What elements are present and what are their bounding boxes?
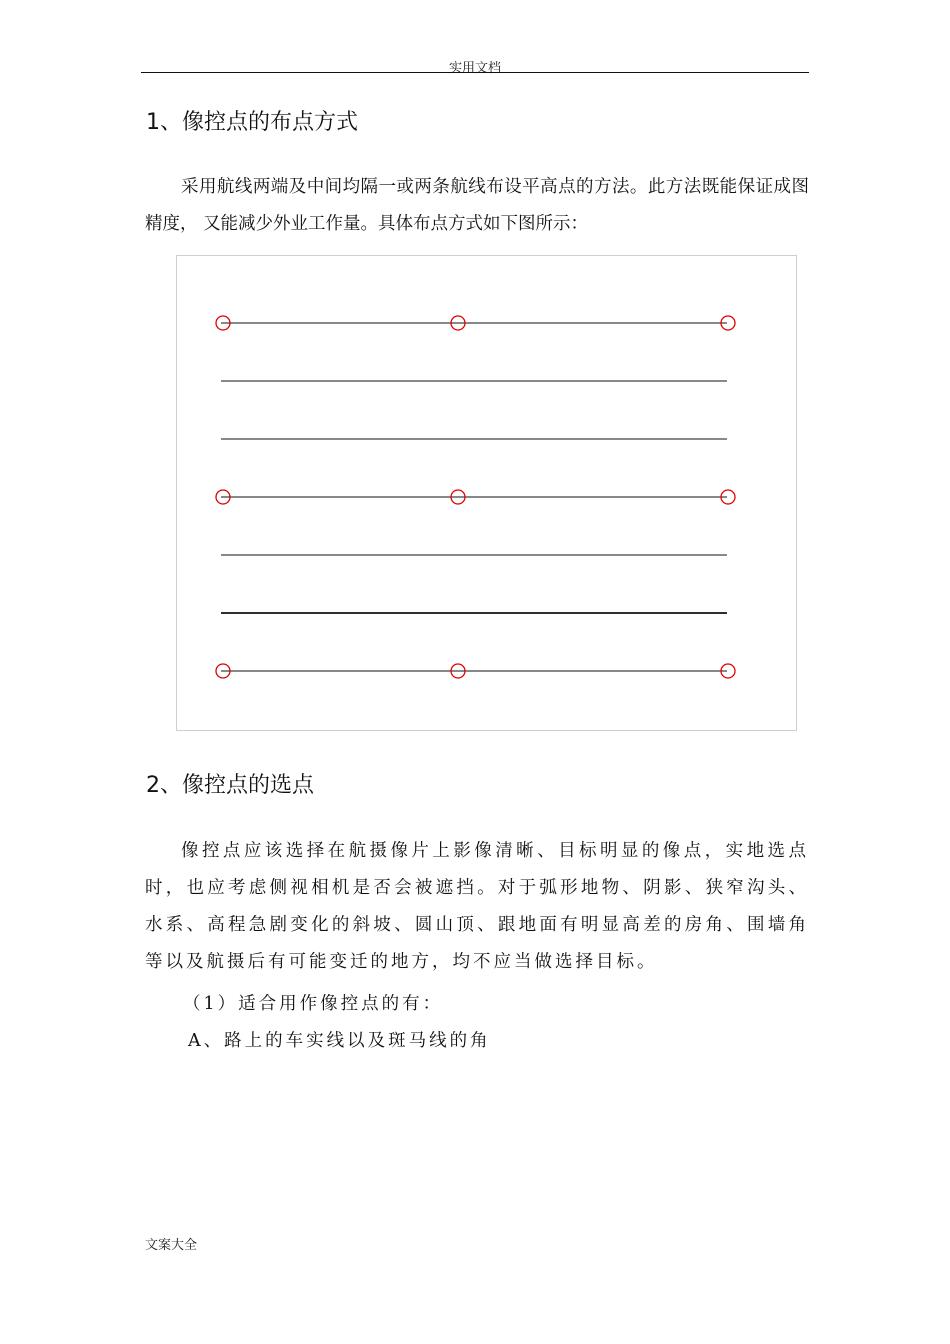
control-point-layout-figure xyxy=(176,255,797,731)
header-rule xyxy=(141,72,809,73)
page-footer-text: 文案大全 xyxy=(145,1238,198,1253)
layout-diagram xyxy=(177,256,798,732)
list-item-1: （1）适合用作像控点的有： xyxy=(183,994,444,1014)
page-header-title: 实用文档 xyxy=(448,61,501,76)
list-item-a: A、路上的车实线以及斑马线的角 xyxy=(188,1031,491,1051)
section-1-heading: 1、像控点的布点方式 xyxy=(146,110,358,135)
section-2-paragraph: 像控点应该选择在航摄像片上影像清晰、目标明显的像点，实地选点时，也应考虑侧视相机是否会被遮挡。对于弧形地物、阴影、狭窄沟头、水系、高程急剧变化的斜坡、圆山顶、跟地面有明显高差的房角、围墙角等以及航摄后有可能变迁的地方，均不应当做选择目标。 xyxy=(145,841,809,972)
section-1-paragraph: 采用航线两端及中间均隔一或两条航线布设平高点的方法。此方法既能保证成图精度， 又能减少外业工作量。具体布点方式如下图所示： xyxy=(145,177,809,234)
section-2-heading: 2、像控点的选点 xyxy=(146,773,314,798)
